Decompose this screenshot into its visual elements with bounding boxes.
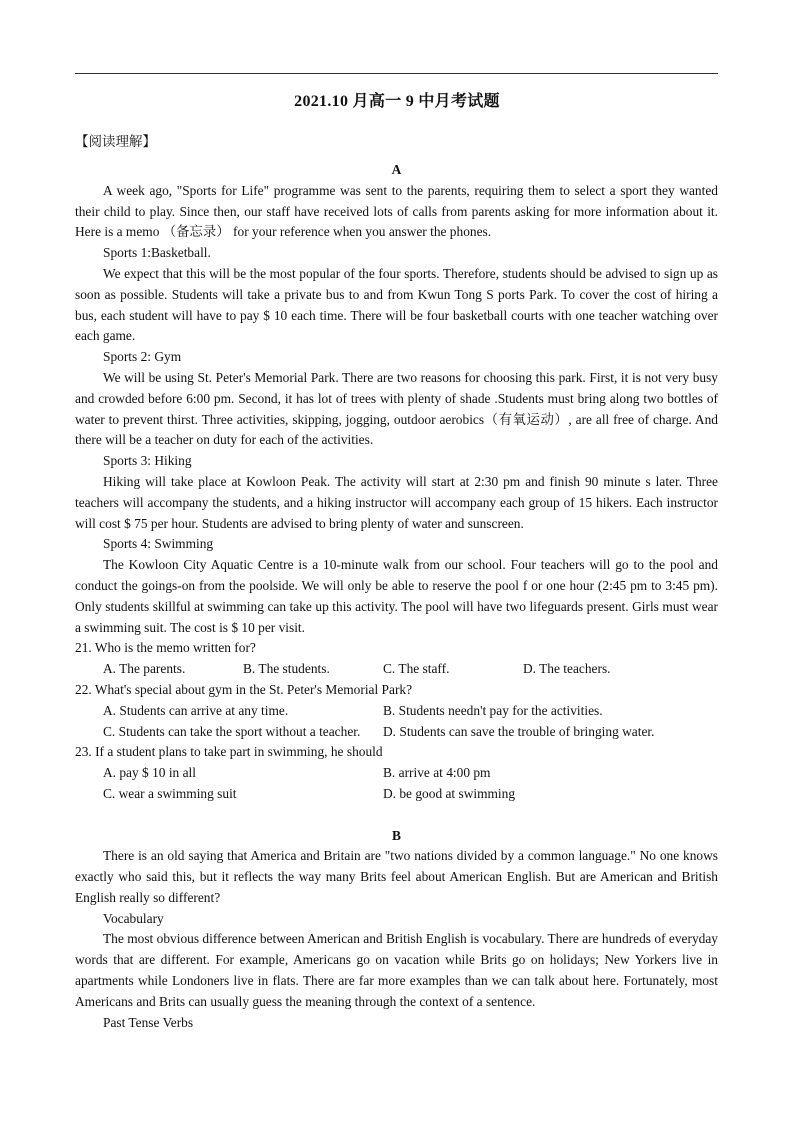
passage-a-paragraph-swimming: The Kowloon City Aquatic Centre is a 10-minute walk from our school. Four teachers will go to the pool and conduct the goings-on from the poolside. We will only be able to reserve the pool f or one hour (2:45 pm to 3:45 pm). Only students skillful at swimming can take up this activity. The pool will have two lifeguards present. Girls must wear a swimming suit. The cost is $ 10 per visit.	[75, 557, 718, 635]
q23-option-b: B. arrive at 4:00 pm	[383, 765, 491, 781]
question-23-options-row1	[75, 763, 718, 784]
question-22-options-row2	[75, 722, 718, 743]
passage-a-intro: A week ago, "Sports for Life" programme was sent to the parents, requiring them to select a sport they wanted their child to play. Since then, our staff have received lots of calls from parents asking for more information about it. Here is a memo （备忘录） for your reference when you answer the phones.	[75, 182, 718, 240]
page-title: 2021.10 月高一 9 中月考试题	[294, 93, 500, 110]
q23-option-d: D. be good at swimming	[383, 785, 516, 801]
q22-option-c: C. Students can take the sport without a teacher.	[103, 723, 361, 739]
passage-b-paragraph-vocabulary: The most obvious difference between American and British English is vocabulary. There are hundreds of everyday words that are different. For example, Americans go on vacation while Brits go on holidays; New Yorkers live in apartments while Londoners live in flats. There are far more examples than we can talk about here. Fortunately, most Americans and Brits can usually guess the meaning through the context of a sentence.	[75, 931, 718, 1009]
passage-b-heading-2: Past Tense Verbs	[103, 1014, 194, 1030]
question-21-options	[75, 659, 718, 680]
passage-b-letter: B	[392, 827, 401, 843]
spacer	[75, 805, 718, 826]
section-label: 【阅读理解】	[75, 134, 156, 150]
passage-a-heading-1: Sports 1:Basketball.	[103, 245, 211, 261]
passage-a-paragraph-gym: We will be using St. Peter's Memorial Park. There are two reasons for choosing this park. First, it is not very busy and crowded before 6:00 pm. Second, it has lot of trees with plenty of shade .Students must bring along two bottles of water to prevent thirst. Three activities, skipping, jogging, outdoor aerobics（有氧运动）, are all free of charge. And there will be a teacher on duty for each of the activities.	[75, 369, 718, 448]
passage-a-heading-2: Sports 2: Gym	[103, 349, 182, 365]
q22-option-b: B. Students needn't pay for the activities.	[383, 702, 603, 718]
question-22-options-row1	[75, 701, 718, 722]
passage-a-paragraph-hiking: Hiking will take place at Kowloon Peak. The activity will start at 2:30 pm and finish 90 minute s later. Three teachers will accompany the students, and a hiking instructor will accompany each group of 15 hikers. Each instructor will cost $ 75 per hour. Students are advised to bring plenty of water and sunscreen.	[75, 473, 718, 531]
passage-a-heading-3: Sports 3: Hiking	[103, 453, 192, 469]
passage-a-paragraph-basketball: We expect that this will be the most popular of the four sports. Therefore, students should be advised to sign up as soon as possible. Students will take a private bus to and from Kwun Tong S ports Park. To cover the cost of hiring a bus, each student will have to pay $ 10 each time. There will be four basketball courts with one teacher watching over each game.	[75, 265, 718, 344]
q21-option-a: A. The parents.	[103, 661, 186, 677]
question-22-stem: 22. What's special about gym in the St. Peter's Memorial Park?	[75, 681, 413, 697]
passage-b-heading-1: Vocabulary	[103, 910, 164, 926]
q21-option-d: D. The teachers.	[523, 661, 611, 677]
passage-a-letter: A	[391, 162, 402, 177]
question-21-stem: 21. Who is the memo written for?	[75, 640, 256, 656]
question-23-options-row2	[75, 784, 718, 805]
q23-option-a: A. pay $ 10 in all	[103, 765, 196, 781]
question-23-stem: 23. If a student plans to take part in swimming, he should	[75, 744, 383, 760]
passage-a-heading-4: Sports 4: Swimming	[103, 536, 214, 552]
q22-option-a: A. Students can arrive at any time.	[103, 702, 289, 718]
header-rule	[75, 73, 718, 74]
q21-option-c: C. The staff.	[383, 661, 450, 677]
document-body	[75, 160, 718, 1033]
q21-option-b: B. The students.	[243, 661, 330, 677]
passage-b-intro: There is an old saying that America and Britain are "two nations divided by a common language." No one knows exactly who said this, but it reflects the way many Brits feel about American English. But are American and British English really so different?	[75, 848, 718, 905]
q22-option-d: D. Students can save the trouble of bringing water.	[383, 723, 655, 739]
q23-option-c: C. wear a swimming suit	[103, 785, 237, 801]
